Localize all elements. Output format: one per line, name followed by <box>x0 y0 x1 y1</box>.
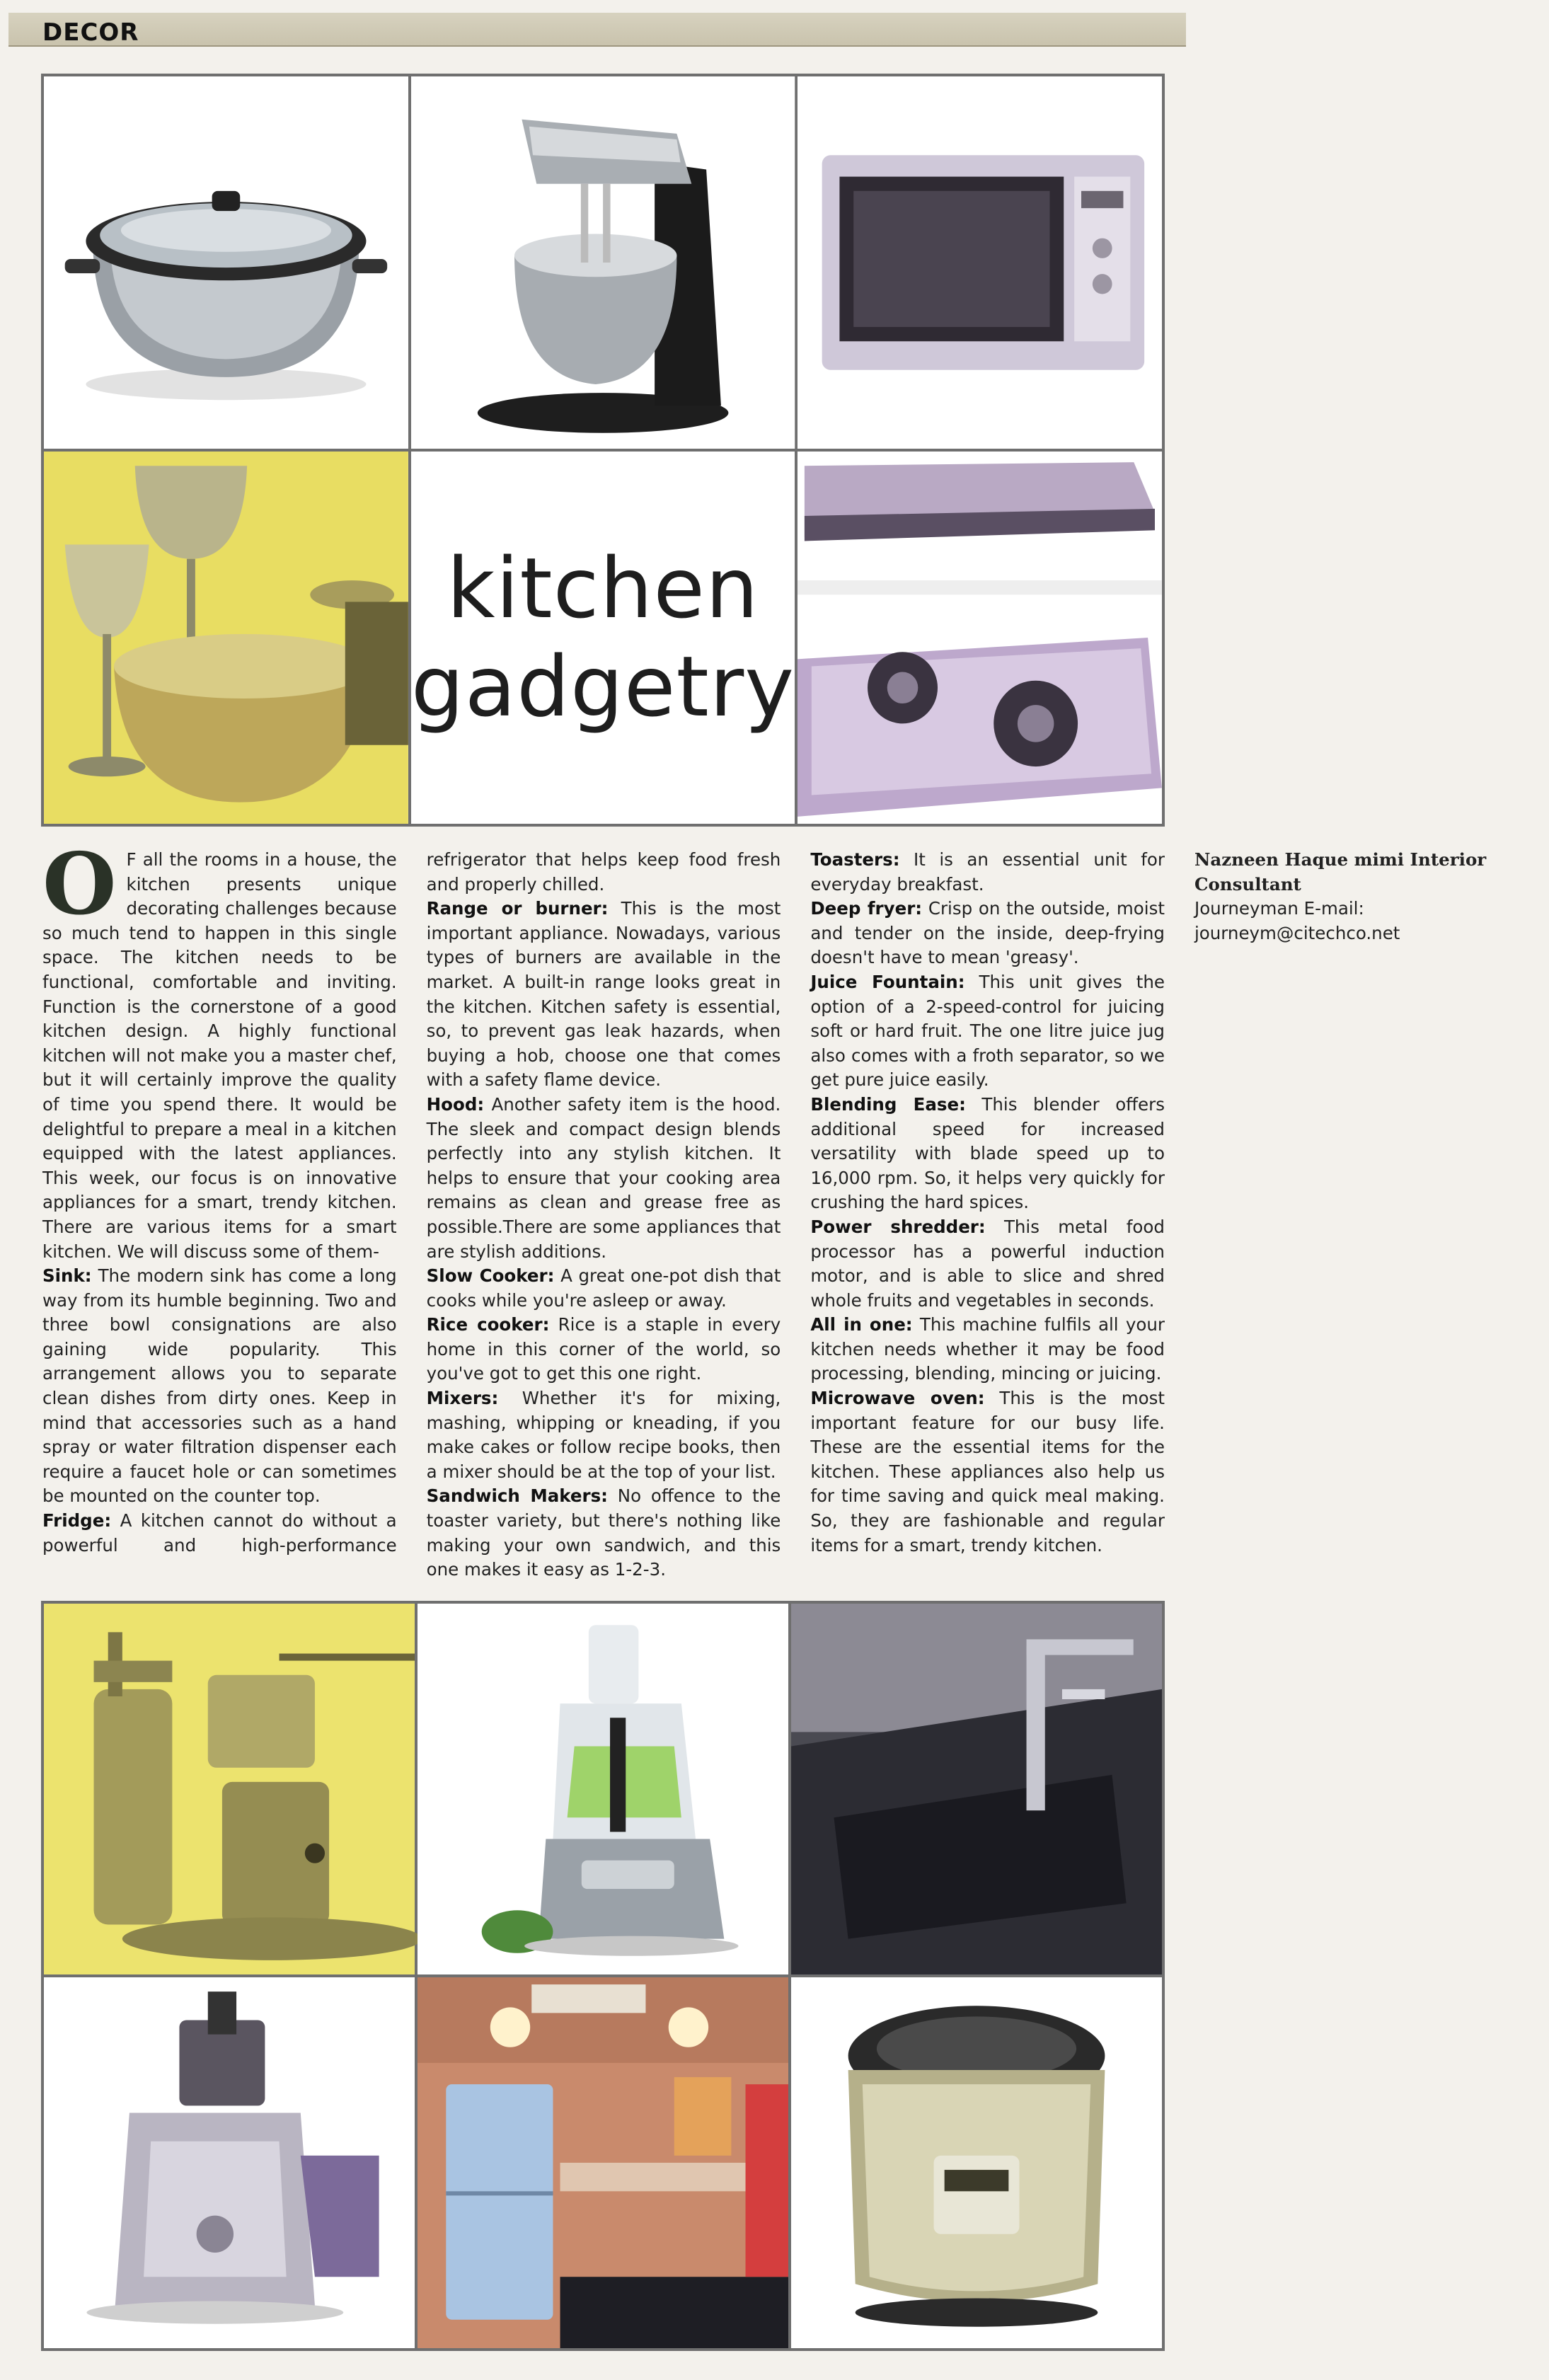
juice-fountain-text: This unit gives the option of a 2-speed-control for juicing soft or hard fruit. The one litre juice jug also comes with a froth separator, so we get pure juice easily. <box>810 971 1165 1091</box>
deep-fryer-text: Crisp on the outside, moist and tender on the inside, deep-frying doesn't have to mean 'greasy'. <box>810 898 1165 968</box>
mixers-paragraph <box>427 1386 781 1484</box>
shredder-paragraph <box>810 1215 1165 1313</box>
deep-fryer-paragraph <box>810 897 1165 970</box>
rice-cooker-paragraph <box>427 1313 781 1386</box>
toasters-text: It is an essential unit for everyday breakfast. <box>810 849 1165 895</box>
author-byline: Nazneen Haque mimi Interior Consultant <box>1194 849 1487 895</box>
section-header-bar <box>8 13 1186 47</box>
deep-fryer-term: Deep fryer: <box>810 898 923 919</box>
headline-line-2: gadgetry <box>410 638 795 735</box>
rice-cooker-photo <box>791 1977 1162 2348</box>
hood-and-hob-photo <box>797 452 1162 824</box>
mixers-text: Whether it's for mixing, mashing, whipping or kneading, if you make cakes or follow recipe books, then a mixer should be at the top of your list. <box>426 1388 781 1482</box>
stand-mixer-photo <box>411 76 795 449</box>
shredder-term: Power shredder: <box>810 1216 986 1237</box>
range-paragraph <box>427 897 781 1093</box>
toasters-paragraph <box>810 848 1165 897</box>
headline-tile <box>411 452 795 824</box>
stainless-tableware-photo <box>44 452 408 824</box>
intro-text: F all the rooms in a house, the kitchen presents unique decorating challenges because so much tend to happen in this single space. The kitchen needs to be functional, comfortable and inviting. Function is the cornerstone of a good kitchen design. A highly functional kitchen will not make you a master chef, but it will certainly improve the quality of time you spend there. It would be delightful to prepare a meal in a kitchen equipped with the latest appliances. This week, our focus is on innovative appliances for a smart, trendy kitchen. There are various items for a smart kitchen. We will discuss some of them- <box>42 849 397 1262</box>
kitchen-interior-photo <box>418 1977 788 2348</box>
sandwich-paragraph <box>427 1484 781 1582</box>
slow-cooker-paragraph <box>427 1264 781 1313</box>
juice-fountain-paragraph <box>810 970 1165 1093</box>
sink-faucet-photo <box>791 1604 1162 1974</box>
section-label: DECOR <box>42 18 139 47</box>
microwave-oven-photo <box>797 76 1162 449</box>
rice-cooker-term: Rice cooker: <box>426 1314 550 1335</box>
bottom-photo-grid <box>41 1601 1165 2351</box>
blending-text: This blender offers additional speed for increased versatility with blade speed up to 16,000 rpm. So, it helps very quickly for crushing the hard spices. <box>810 1093 1165 1213</box>
fridge-term: Fridge: <box>42 1510 112 1531</box>
sandwich-text: No offence to the toaster variety, but there's nothing like making your own sandwich, and this one makes it easy as 1-2-3. <box>426 1485 781 1580</box>
slow-cooker-term: Slow Cooker: <box>426 1265 555 1287</box>
intro-paragraph <box>42 834 397 1264</box>
juice-fountain-photo <box>44 1977 415 2348</box>
microwave-term: Microwave oven: <box>810 1388 985 1409</box>
blending-term: Blending Ease: <box>810 1093 966 1115</box>
range-term: Range or burner: <box>426 898 609 919</box>
author-contact: Journeyman E-mail: journeym@citechco.net <box>1194 898 1400 943</box>
hood-text: Another safety item is the hood. The sleek and compact design blends perfectly into any stylish kitchen. It helps to ensure that your cooking area remains as clean and grease free as possible.There are some appliances that are stylish additions. <box>426 1093 781 1262</box>
range-text: This is the most important appliance. Nowadays, various types of burners are available in the market. A built-in range looks great in the kitchen. Kitchen safety is essential, so, to prevent gas leak hazards, when buying a hob, choose one that comes with a safety flame device. <box>426 898 781 1091</box>
microwave-paragraph <box>810 1386 1165 1558</box>
mixers-term: Mixers: <box>426 1388 499 1409</box>
headline-line-1: kitchen <box>447 539 759 637</box>
rice-cooker-text: Rice is a staple in every home in this corner of the world, so you've got to get this one right. <box>426 1314 781 1384</box>
sandwich-term: Sandwich Makers: <box>426 1485 608 1507</box>
juice-fountain-term: Juice Fountain: <box>810 971 965 992</box>
slow-cooker-text: A great one-pot dish that cooks while you're asleep or away. <box>426 1265 781 1311</box>
shredder-text: This metal food processor has a powerful induction motor, and is able to slice and shred whole fruits and vegetables in seconds. <box>810 1216 1165 1311</box>
blending-paragraph <box>810 1093 1165 1215</box>
all-in-one-text: This machine fulfils all your kitchen needs whether it may be food processing, blending, mincing or juicing. <box>810 1314 1165 1384</box>
microwave-text: This is the most important feature for our busy life. These are the essential items for the kitchen. These appliances also help us for time saving and quick meal making. So, they are fashionable and regular items for a smart, trendy kitchen. <box>810 1388 1165 1556</box>
slow-cooker-photo <box>44 76 408 449</box>
article-body <box>42 834 1487 1584</box>
toasters-term: Toasters: <box>810 849 900 870</box>
top-photo-grid <box>41 74 1165 827</box>
hood-term: Hood: <box>426 1093 485 1115</box>
sink-term: Sink: <box>42 1265 92 1287</box>
food-processor-photo <box>418 1604 788 1974</box>
sink-paragraph <box>42 1264 397 1509</box>
sink-text: The modern sink has come a long way from its humble beginning. Two and three bowl consignations are also gaining wide popularity. This arrangement allows you to separate clean dishes from dirty ones. Keep in mind that accessories such as a hand spray or water filtration dispenser each require a faucet hole or can sometimes be mounted on the counter top. <box>42 1265 397 1507</box>
all-in-one-paragraph <box>810 1313 1165 1386</box>
hood-paragraph <box>427 1093 781 1264</box>
steel-canisters-photo <box>44 1604 415 1974</box>
fridge-text: A kitchen cannot do without a powerful and high-performance refrigerator that helps keep food fresh and properly chilled. <box>42 849 781 1556</box>
all-in-one-term: All in one: <box>810 1314 913 1335</box>
drop-cap: O <box>42 834 117 934</box>
